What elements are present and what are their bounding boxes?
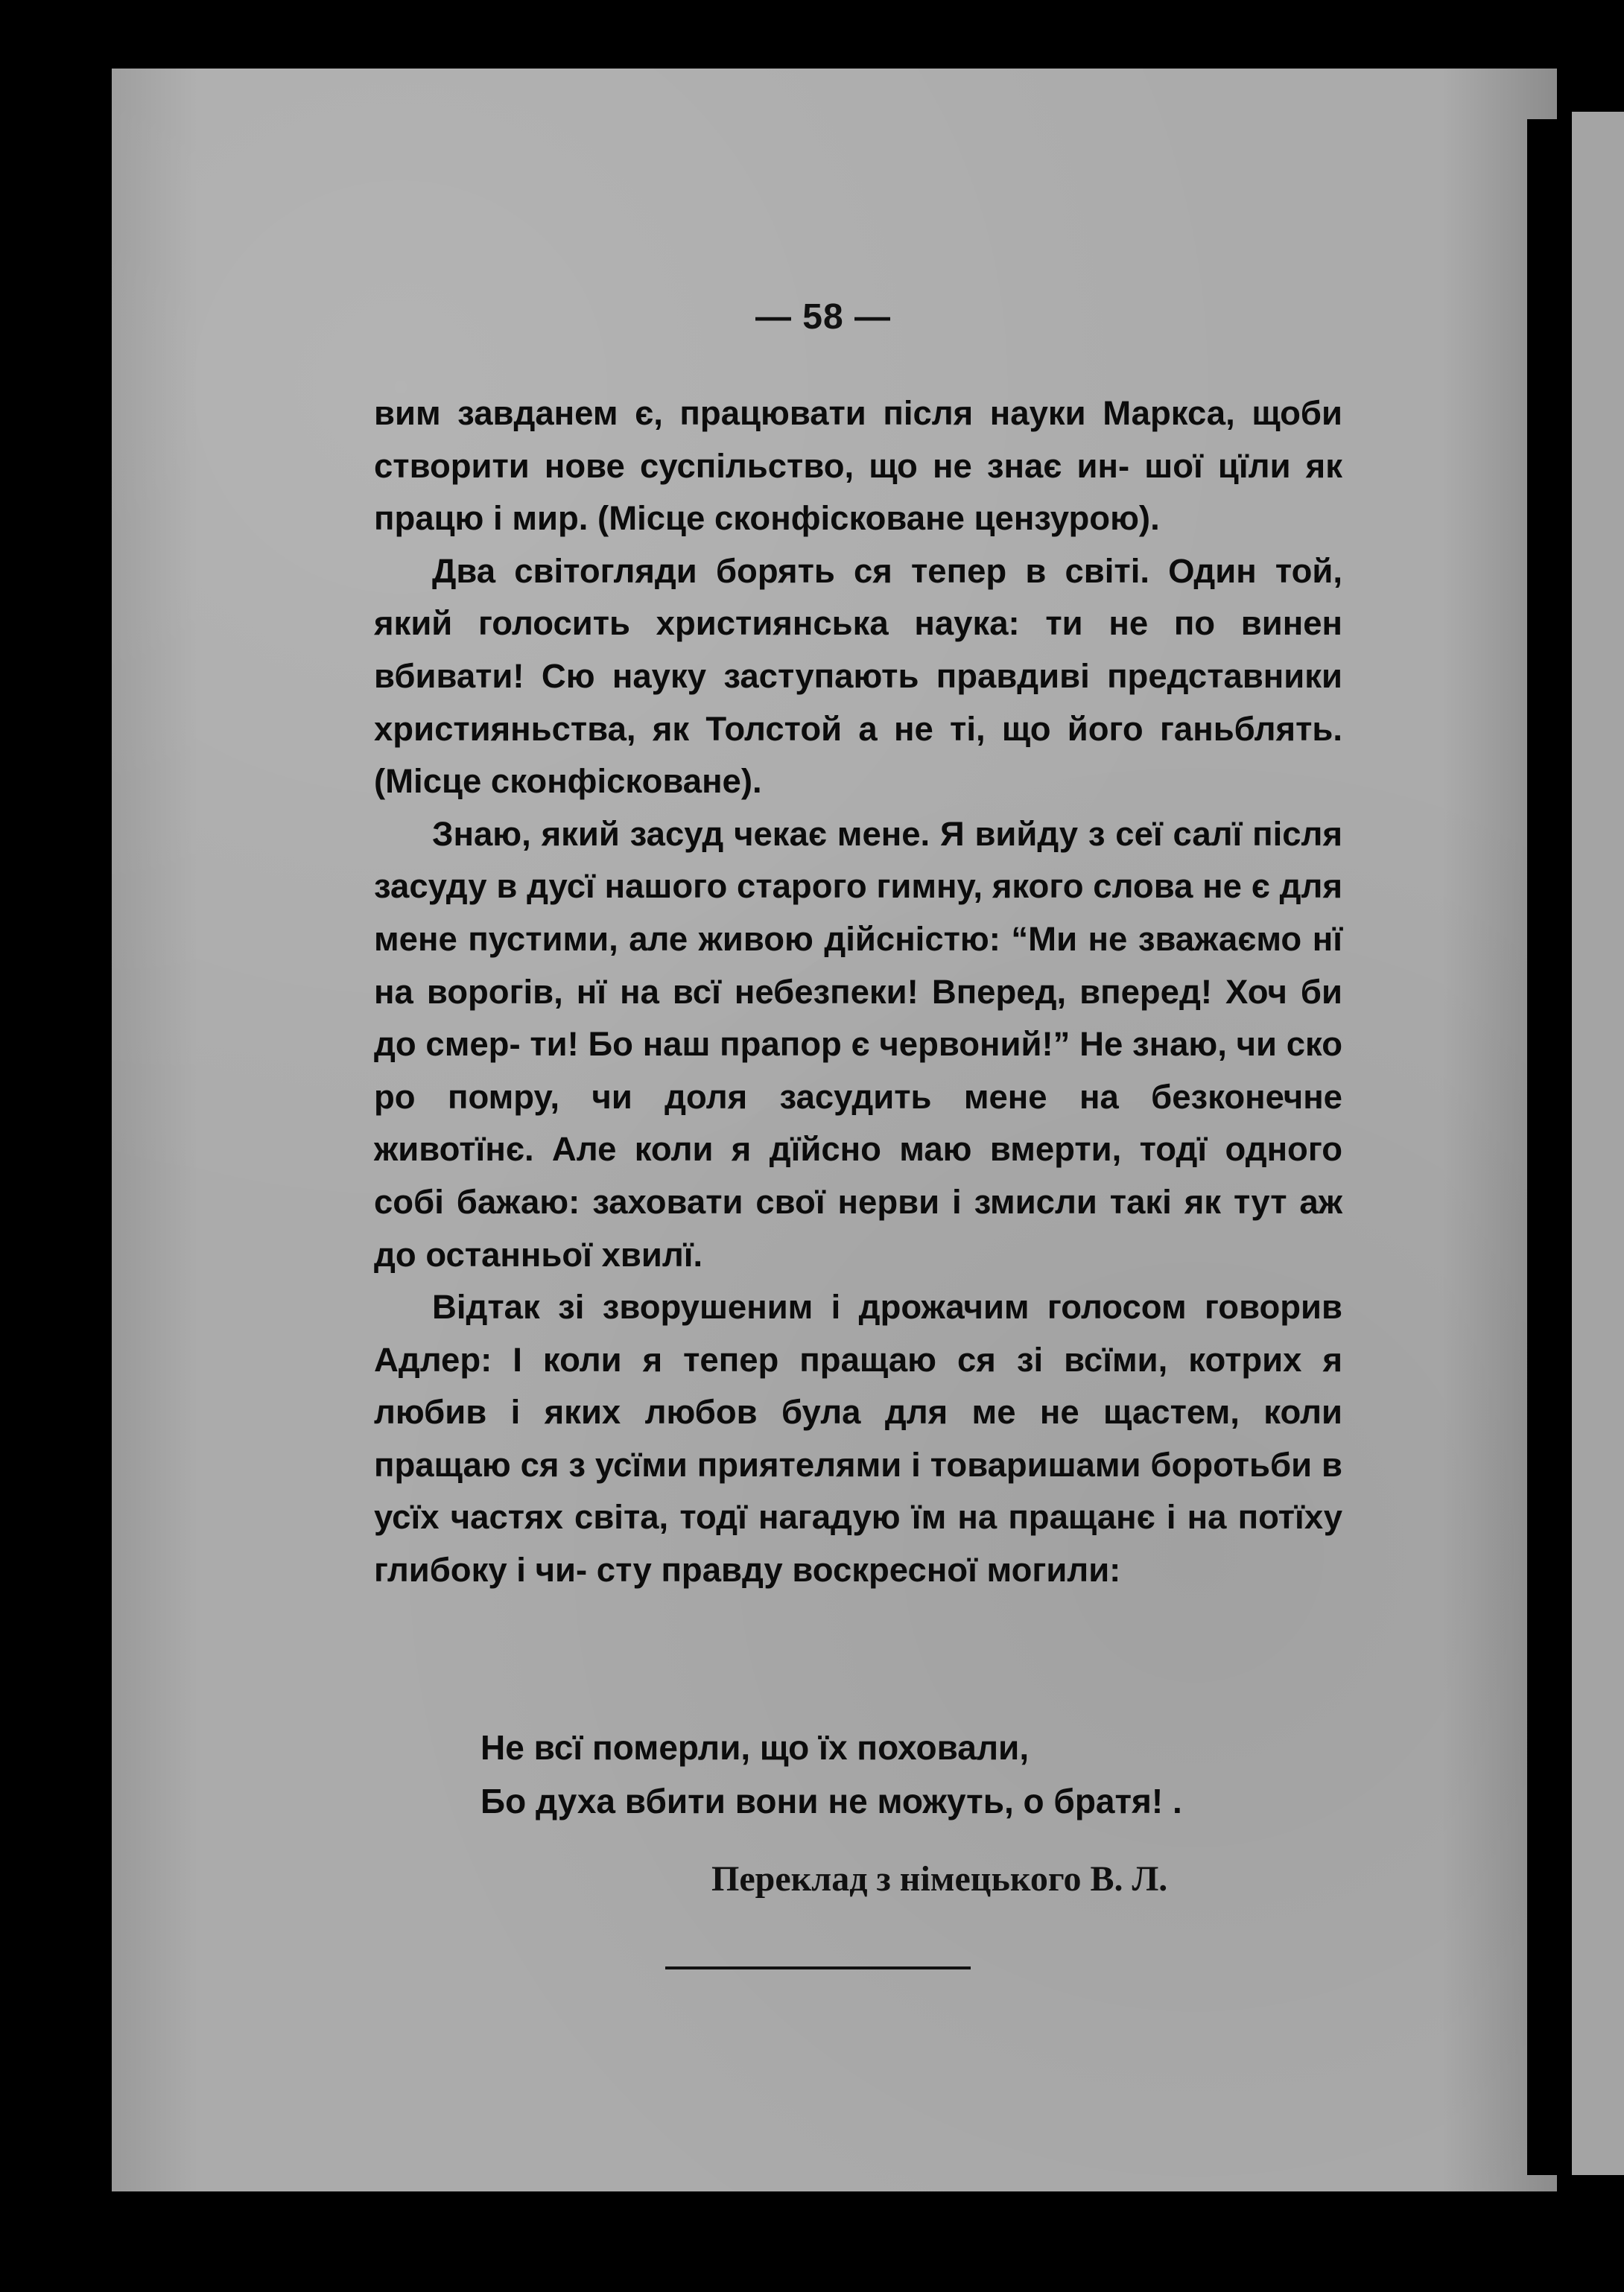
paragraph-4: Відтак зі зворушеним і дрожачим голосом говорив Адлер: І коли я тепер пращаю ся зі всїми, котрих я любив і яких любов була для ме не щастем, коли пращаю ся з усїми приятелями і товаришами боротьби в усїх частях світа, тодї нагадую їм на пращанє і на потїху глибоку і чи- сту правду воскресної могили:: [374, 1288, 1342, 1590]
verse-line-2: Бо духа вбити вони не можуть, о братя! .: [480, 1782, 1182, 1820]
verse-line-1: Не всї померли, що їх поховали,: [480, 1728, 1030, 1767]
book-gutter: [1527, 119, 1572, 2175]
closing-rule: [665, 1966, 971, 1969]
page-number: — 58 —: [755, 297, 892, 337]
translation-credit: Переклад з німецького В. Л.: [711, 1859, 1168, 1899]
body-text: [374, 387, 1342, 1597]
verse-quote: [480, 1721, 1182, 1828]
paragraph-3: Знаю, який засуд чекає мене. Я вийду з сеї салї після засуду в дусї нашого старого гимну, якого слова не є для мене пустими, але живою дійсністю: “Ми не зважаємо нї на ворогів, нї на всї небезпеки! Вперед, вперед! Хоч би до смер- ти! Бо наш прапор є червоний!” Не знаю, чи ско ро помру, чи доля засудить мене на безконечне животїнє. Але коли я дїйсно маю вмерти, тодї одного собі бажаю: заховати свої нерви і змисли такі як тут аж до останньої хвилї.: [374, 814, 1342, 1274]
paragraph-2: Два світогляди борять ся тепер в світі. Один той, який голосить християнська наука: ти не по винен вбивати! Сю науку заступають правдиві представники християньства, як Толстой а не ті, що його ганьблять. (Місце сконфісковане).: [374, 551, 1342, 801]
paragraph-1: вим завданем є, працювати після науки Маркса, щоби створити нове суспільство, що не знає ин- шої цїли як працю і мир. (Місце сконфісковане цензурою).: [374, 394, 1342, 538]
facing-page-edge: [1572, 112, 1624, 2175]
